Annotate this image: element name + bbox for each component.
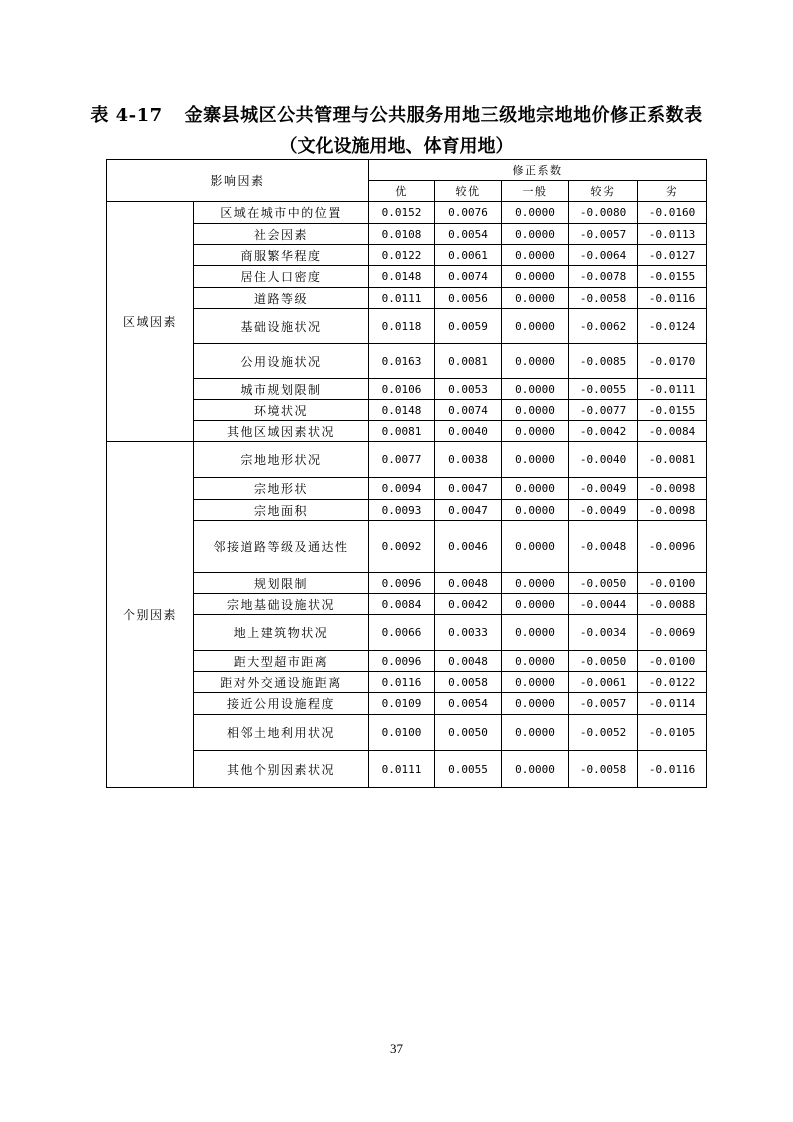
coefficient-cell: 0.0081 — [435, 344, 502, 379]
table-number: 表 4-17 — [90, 105, 163, 126]
coefficient-cell: 0.0111 — [369, 751, 435, 788]
factor-name-cell: 区域在城市中的位置 — [194, 202, 369, 224]
coefficient-cell: -0.0048 — [569, 521, 638, 573]
table-row — [107, 594, 707, 615]
factor-name-cell: 相邻土地利用状况 — [194, 715, 369, 751]
coefficient-cell: -0.0057 — [569, 693, 638, 715]
table-subtitle: （文化设施用地、体育用地） — [279, 136, 514, 157]
coefficient-cell: 0.0046 — [435, 521, 502, 573]
factor-name-cell: 商服繁华程度 — [194, 245, 369, 266]
coefficient-cell: -0.0085 — [569, 344, 638, 379]
header-level-cell: 一般 — [502, 181, 569, 202]
coefficient-cell: 0.0055 — [435, 751, 502, 788]
coefficient-cell: 0.0000 — [502, 751, 569, 788]
table-row — [107, 202, 707, 224]
factor-name-cell: 其他区域因素状况 — [194, 421, 369, 442]
coefficient-cell: -0.0077 — [569, 400, 638, 421]
coefficient-cell: -0.0064 — [569, 245, 638, 266]
coefficient-cell: 0.0077 — [369, 442, 435, 478]
coefficient-cell: 0.0066 — [369, 615, 435, 651]
coefficient-cell: -0.0170 — [638, 344, 707, 379]
coefficient-cell: -0.0100 — [638, 573, 707, 594]
coefficient-cell: 0.0074 — [435, 266, 502, 288]
coefficient-cell: -0.0113 — [638, 224, 707, 245]
coefficient-cell: 0.0100 — [369, 715, 435, 751]
coefficient-cell: -0.0040 — [569, 442, 638, 478]
coefficient-cell: 0.0047 — [435, 478, 502, 500]
coefficient-cell: -0.0111 — [638, 379, 707, 400]
coefficient-cell: 0.0000 — [502, 224, 569, 245]
coefficient-cell: 0.0116 — [369, 672, 435, 693]
factor-name-cell: 规划限制 — [194, 573, 369, 594]
coefficient-cell: 0.0000 — [502, 309, 569, 344]
coefficient-cell: 0.0000 — [502, 651, 569, 672]
coefficient-cell: -0.0044 — [569, 594, 638, 615]
header-row-1 — [107, 160, 707, 181]
factor-name-cell: 距大型超市距离 — [194, 651, 369, 672]
coefficient-cell: 0.0111 — [369, 288, 435, 309]
coefficient-cell: -0.0081 — [638, 442, 707, 478]
table-row — [107, 421, 707, 442]
factor-name-cell: 接近公用设施程度 — [194, 693, 369, 715]
coefficient-cell: 0.0050 — [435, 715, 502, 751]
table-row — [107, 288, 707, 309]
coefficient-cell: 0.0000 — [502, 573, 569, 594]
coefficient-cell: 0.0033 — [435, 615, 502, 651]
group-name-cell: 区域因素 — [107, 202, 194, 442]
coefficient-cell: -0.0098 — [638, 478, 707, 500]
table-row — [107, 651, 707, 672]
coefficient-cell: 0.0053 — [435, 379, 502, 400]
coefficient-cell: -0.0050 — [569, 573, 638, 594]
coefficient-cell: 0.0163 — [369, 344, 435, 379]
header-factor-cell: 影响因素 — [107, 160, 369, 202]
coefficient-cell: 0.0038 — [435, 442, 502, 478]
coefficient-cell: 0.0042 — [435, 594, 502, 615]
coefficient-cell: -0.0116 — [638, 751, 707, 788]
table-row — [107, 751, 707, 788]
coefficient-cell: -0.0088 — [638, 594, 707, 615]
coefficient-cell: -0.0080 — [569, 202, 638, 224]
coefficient-cell: 0.0000 — [502, 615, 569, 651]
table-row — [107, 344, 707, 379]
coefficient-cell: 0.0084 — [369, 594, 435, 615]
coefficient-cell: -0.0127 — [638, 245, 707, 266]
factor-name-cell: 宗地地形状况 — [194, 442, 369, 478]
factor-name-cell: 宗地面积 — [194, 500, 369, 521]
table-row — [107, 615, 707, 651]
coefficient-cell: 0.0000 — [502, 594, 569, 615]
page-number: 37 — [390, 1041, 403, 1056]
coefficient-cell: 0.0106 — [369, 379, 435, 400]
coefficient-cell: -0.0034 — [569, 615, 638, 651]
coefficient-cell: -0.0084 — [638, 421, 707, 442]
factor-name-cell: 居住人口密度 — [194, 266, 369, 288]
table-row — [107, 672, 707, 693]
coefficient-cell: 0.0000 — [502, 379, 569, 400]
table-title — [0, 101, 793, 127]
coefficient-cell: 0.0000 — [502, 245, 569, 266]
coefficient-cell: 0.0000 — [502, 288, 569, 309]
coefficient-cell: 0.0058 — [435, 672, 502, 693]
coefficient-cell: 0.0048 — [435, 573, 502, 594]
coefficient-cell: 0.0000 — [502, 421, 569, 442]
header-level-cell: 优 — [369, 181, 435, 202]
coefficient-cell: -0.0050 — [569, 651, 638, 672]
header-level-cell: 较劣 — [569, 181, 638, 202]
coefficient-cell: -0.0160 — [638, 202, 707, 224]
coefficient-cell: -0.0114 — [638, 693, 707, 715]
coefficient-cell: 0.0096 — [369, 651, 435, 672]
coefficient-cell: 0.0000 — [502, 400, 569, 421]
coefficient-cell: -0.0116 — [638, 288, 707, 309]
coefficient-cell: -0.0096 — [638, 521, 707, 573]
factor-name-cell: 基础设施状况 — [194, 309, 369, 344]
coefficient-cell: -0.0061 — [569, 672, 638, 693]
coefficient-cell: 0.0148 — [369, 400, 435, 421]
coefficient-cell: 0.0081 — [369, 421, 435, 442]
factor-name-cell: 城市规划限制 — [194, 379, 369, 400]
coefficient-cell: -0.0078 — [569, 266, 638, 288]
coefficient-cell: -0.0052 — [569, 715, 638, 751]
coefficient-cell: 0.0059 — [435, 309, 502, 344]
coefficient-cell: 0.0000 — [502, 715, 569, 751]
coefficient-cell: 0.0048 — [435, 651, 502, 672]
coefficient-cell: 0.0047 — [435, 500, 502, 521]
coefficient-cell: -0.0049 — [569, 500, 638, 521]
coefficient-cell: 0.0040 — [435, 421, 502, 442]
correction-factor-table — [106, 159, 707, 788]
coefficient-cell: -0.0049 — [569, 478, 638, 500]
coefficient-cell: -0.0058 — [569, 288, 638, 309]
coefficient-cell: 0.0054 — [435, 224, 502, 245]
factor-name-cell: 邻接道路等级及通达性 — [194, 521, 369, 573]
coefficient-cell: -0.0105 — [638, 715, 707, 751]
coefficient-cell: -0.0058 — [569, 751, 638, 788]
table-row — [107, 500, 707, 521]
coefficient-cell: 0.0074 — [435, 400, 502, 421]
coefficient-cell: 0.0054 — [435, 693, 502, 715]
coefficient-cell: 0.0093 — [369, 500, 435, 521]
coefficient-cell: -0.0122 — [638, 672, 707, 693]
coefficient-cell: -0.0098 — [638, 500, 707, 521]
factor-name-cell: 地上建筑物状况 — [194, 615, 369, 651]
factor-name-cell: 宗地基础设施状况 — [194, 594, 369, 615]
coefficient-cell: 0.0152 — [369, 202, 435, 224]
table-row — [107, 442, 707, 478]
coefficient-cell: -0.0062 — [569, 309, 638, 344]
coefficient-cell: 0.0000 — [502, 344, 569, 379]
table-row — [107, 478, 707, 500]
table-row — [107, 245, 707, 266]
table-title-text: 金寨县城区公共管理与公共服务用地三级地宗地地价修正系数表 — [184, 105, 703, 126]
coefficient-cell: -0.0057 — [569, 224, 638, 245]
header-coef-cell: 修正系数 — [369, 160, 707, 181]
table-row — [107, 379, 707, 400]
table-row — [107, 521, 707, 573]
coefficient-cell: 0.0108 — [369, 224, 435, 245]
coefficient-cell: 0.0056 — [435, 288, 502, 309]
factor-name-cell: 社会因素 — [194, 224, 369, 245]
coefficient-cell: -0.0055 — [569, 379, 638, 400]
coefficient-cell: 0.0000 — [502, 521, 569, 573]
coefficient-cell: 0.0000 — [502, 266, 569, 288]
coefficient-cell: -0.0069 — [638, 615, 707, 651]
coefficient-cell: 0.0000 — [502, 693, 569, 715]
factor-name-cell: 距对外交通设施距离 — [194, 672, 369, 693]
factor-name-cell: 公用设施状况 — [194, 344, 369, 379]
coefficient-cell: 0.0000 — [502, 500, 569, 521]
coefficient-cell: -0.0155 — [638, 266, 707, 288]
table-row — [107, 715, 707, 751]
header-level-cell: 较优 — [435, 181, 502, 202]
coefficient-cell: 0.0000 — [502, 202, 569, 224]
coefficient-cell: 0.0122 — [369, 245, 435, 266]
coefficient-cell: 0.0148 — [369, 266, 435, 288]
group-name-cell: 个别因素 — [107, 442, 194, 788]
coefficient-cell: -0.0100 — [638, 651, 707, 672]
coefficient-cell: 0.0076 — [435, 202, 502, 224]
factor-name-cell: 环境状况 — [194, 400, 369, 421]
coefficient-cell: -0.0155 — [638, 400, 707, 421]
table-row — [107, 693, 707, 715]
coefficient-cell: 0.0094 — [369, 478, 435, 500]
table-row — [107, 266, 707, 288]
coefficient-cell: -0.0042 — [569, 421, 638, 442]
header-level-cell: 劣 — [638, 181, 707, 202]
table-row — [107, 309, 707, 344]
table-row — [107, 224, 707, 245]
coefficient-cell: 0.0096 — [369, 573, 435, 594]
coefficient-cell: 0.0118 — [369, 309, 435, 344]
coefficient-cell: 0.0109 — [369, 693, 435, 715]
coefficient-cell: -0.0124 — [638, 309, 707, 344]
table-row — [107, 573, 707, 594]
factor-name-cell: 道路等级 — [194, 288, 369, 309]
coefficient-cell: 0.0092 — [369, 521, 435, 573]
factor-name-cell: 宗地形状 — [194, 478, 369, 500]
coefficient-cell: 0.0000 — [502, 672, 569, 693]
coefficient-cell: 0.0061 — [435, 245, 502, 266]
coefficient-cell: 0.0000 — [502, 442, 569, 478]
factor-name-cell: 其他个别因素状况 — [194, 751, 369, 788]
coefficient-cell: 0.0000 — [502, 478, 569, 500]
table-row — [107, 400, 707, 421]
